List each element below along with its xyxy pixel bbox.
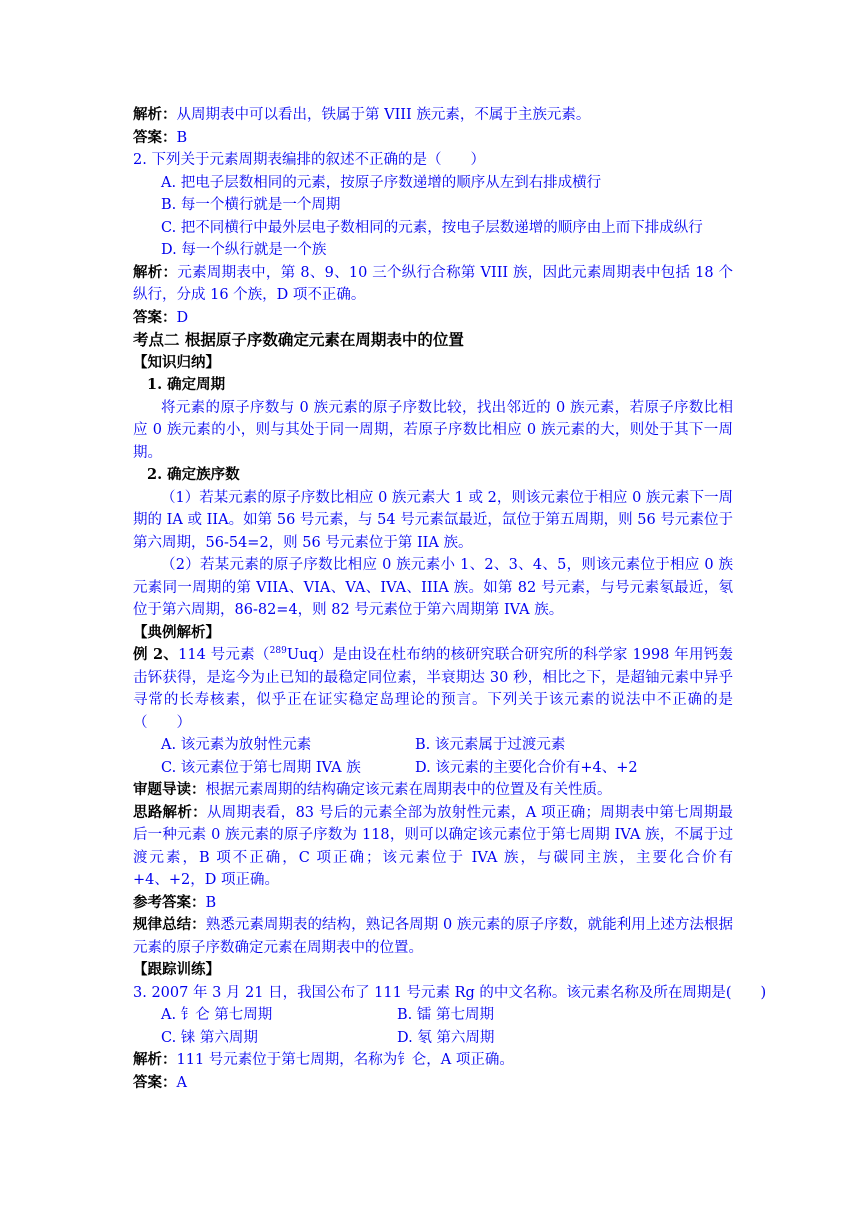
idea-label: 思路解析： — [133, 803, 207, 821]
analysis-label: 解析： — [133, 1051, 177, 1068]
q1-analysis-text: 从周期表中可以看出，铁属于第 VIII 族元素，不属于主族元素。 — [176, 107, 591, 123]
q2-analysis-text: 元素周期表中，第 8、9、10 三个纵行合称第 VIII 族，因此元素周期表中包括 18 个纵行，分成 16 个族，D 项不正确。 — [133, 264, 733, 303]
rule-label: 规律总结： — [133, 916, 206, 933]
example-idea — [133, 802, 733, 892]
training-option-c: C. 铼 第六周期 — [161, 1029, 258, 1046]
subsection-period-text: 将元素的原子序数与 0 族元素的原子序数比较，找出邻近的 0 族元素，若原子序数比相应 0 族元素的小，则与其处于同一周期，若原子序数比相应 0 族元素的大，则处于其下一周期。 — [133, 399, 733, 461]
training-option-b: B. 镭 第七周期 — [397, 1007, 494, 1023]
example-heading: 【典例解析】 — [133, 623, 220, 641]
document-page — [133, 104, 767, 1094]
mass-number-superscript: 289 — [269, 646, 287, 657]
q2-answer-value: D — [176, 309, 189, 326]
q2-option-b: B. 每一个横行就是一个周期 — [161, 197, 341, 213]
guide-text: 根据元素周期的结构确定该元素在周期表中的位置及有关性质。 — [205, 782, 612, 798]
example-option-a: A. 该元素为放射性元素 — [161, 737, 312, 753]
example-reference-answer — [133, 892, 733, 915]
training-option-a: A. 钅仑 第七周期 — [161, 1007, 273, 1023]
section-title: 考点二 根据原子序数确定元素在周期表中的位置 — [133, 330, 464, 349]
subsection-group-para-1: （1）若某元素的原子序数比相应 0 族元素大 1 或 2，则该元素位于相应 0 族元素下一周期的 IA 或 IIA。如第 56 号元素，与 54 号元素氙最近，氙位于第五周期，则 56 号元素位于第六周期，56-54=2，则 56 号元素位于第 IIA 族。 — [133, 489, 733, 551]
q1-answer-value: B — [176, 129, 188, 146]
q1-analysis-line — [133, 104, 733, 127]
q2-answer-line — [133, 307, 733, 330]
training-options-row-1 — [133, 1004, 733, 1027]
training-stem: 3. 2007 年 3 月 21 日，我国公布了 111 号元素 Rg 的中文名称。该元素名称及所在周期是( ) — [133, 984, 767, 1001]
example-guide — [133, 779, 733, 802]
subsection-period-title: 1. 确定周期 — [147, 376, 226, 393]
example-options-row-1 — [133, 734, 733, 757]
example-option-b: B. 该元素属于过渡元素 — [415, 737, 566, 753]
answer-label: 答案： — [133, 1073, 177, 1091]
idea-text: 从周期表看，83 号后的元素全部为放射性元素，A 项正确；周期表中第七周期最后一种元素 0 族元素的原子序数为 118，则可以确定该元素位于第七周期 IVA 族，不属于过渡元素，B 项不正确，C 项正确；该元素位于 IVA 族，与碳同主族，主要化合价有+4、+2，D 项正确。 — [133, 804, 734, 888]
training-answer-line — [133, 1072, 733, 1095]
reference-value: B — [205, 894, 217, 911]
training-analysis-text: 111 号元素位于第七周期，名称为钅仑，A 项正确。 — [176, 1052, 514, 1068]
q2-option-a: A. 把电子层数相同的元素，按原子序数递增的顺序从左到右排成横行 — [161, 174, 602, 191]
training-options-row-2 — [133, 1027, 733, 1050]
example-option-d: D. 该元素的主要化合价有+4、+2 — [415, 759, 638, 776]
analysis-label: 解析： — [133, 263, 178, 281]
knowledge-heading: 【知识归纳】 — [133, 353, 220, 371]
training-analysis — [133, 1049, 733, 1072]
training-option-d: D. 氡 第六周期 — [397, 1029, 495, 1046]
training-heading: 【跟踪训练】 — [133, 961, 220, 978]
example-option-c: C. 该元素位于第七周期 IVA 族 — [161, 759, 361, 776]
training-answer-value: A — [176, 1074, 187, 1091]
subsection-group-title: 2. 确定族序数 — [147, 466, 240, 483]
reference-label: 参考答案： — [133, 893, 206, 911]
q2-stem: 2. 下列关于元素周期表编排的叙述不正确的是（ ） — [133, 152, 485, 168]
example-label: 例 2、 — [133, 646, 179, 663]
rule-text: 熟悉元素周期表的结构，熟记各周期 0 族元素的原子序数，就能利用上述方法根据元素的原子序数确定元素在周期表中的位置。 — [133, 917, 734, 956]
answer-label: 答案： — [133, 128, 177, 146]
q1-answer-line — [133, 127, 733, 150]
example-stem-post: Uuq）是由设在杜布纳的核研究联合研究所的科学家 1998 年用钙轰击钚获得，是迄今为止已知的最稳定同位素，半衰期达 30 秒，相比之下，是超铀元素中异乎寻常的长寿核素，似乎正在证实稳定岛理论的预言。下列关于该元素的说法中不正确的是（ ） — [133, 647, 733, 731]
example-options-row-2 — [133, 757, 733, 780]
example-stem — [133, 644, 733, 734]
q2-option-c: C. 把不同横行中最外层电子数相同的元素，按电子层数递增的顺序由上而下排成纵行 — [161, 219, 703, 236]
example-rule — [133, 914, 733, 959]
q2-option-d: D. 每一个纵行就是一个族 — [161, 242, 327, 258]
guide-label: 审题导读： — [133, 781, 206, 798]
subsection-group-para-2: （2）若某元素的原子序数比相应 0 族元素小 1、2、3、4、5，则该元素位于相应 0 族元素同一周期的第 VIIA、VIA、VA、IVA、IIIA 族。如第 82 号元素，与号元素氡最近，氡位于第六周期，86-82=4，则 82 号元素位于第六周期第 IVA 族。 — [133, 557, 733, 618]
answer-label: 答案： — [133, 308, 177, 326]
q2-analysis — [133, 262, 733, 307]
example-stem-pre: 114 号元素（ — [178, 647, 270, 663]
analysis-label: 解析： — [133, 106, 177, 123]
